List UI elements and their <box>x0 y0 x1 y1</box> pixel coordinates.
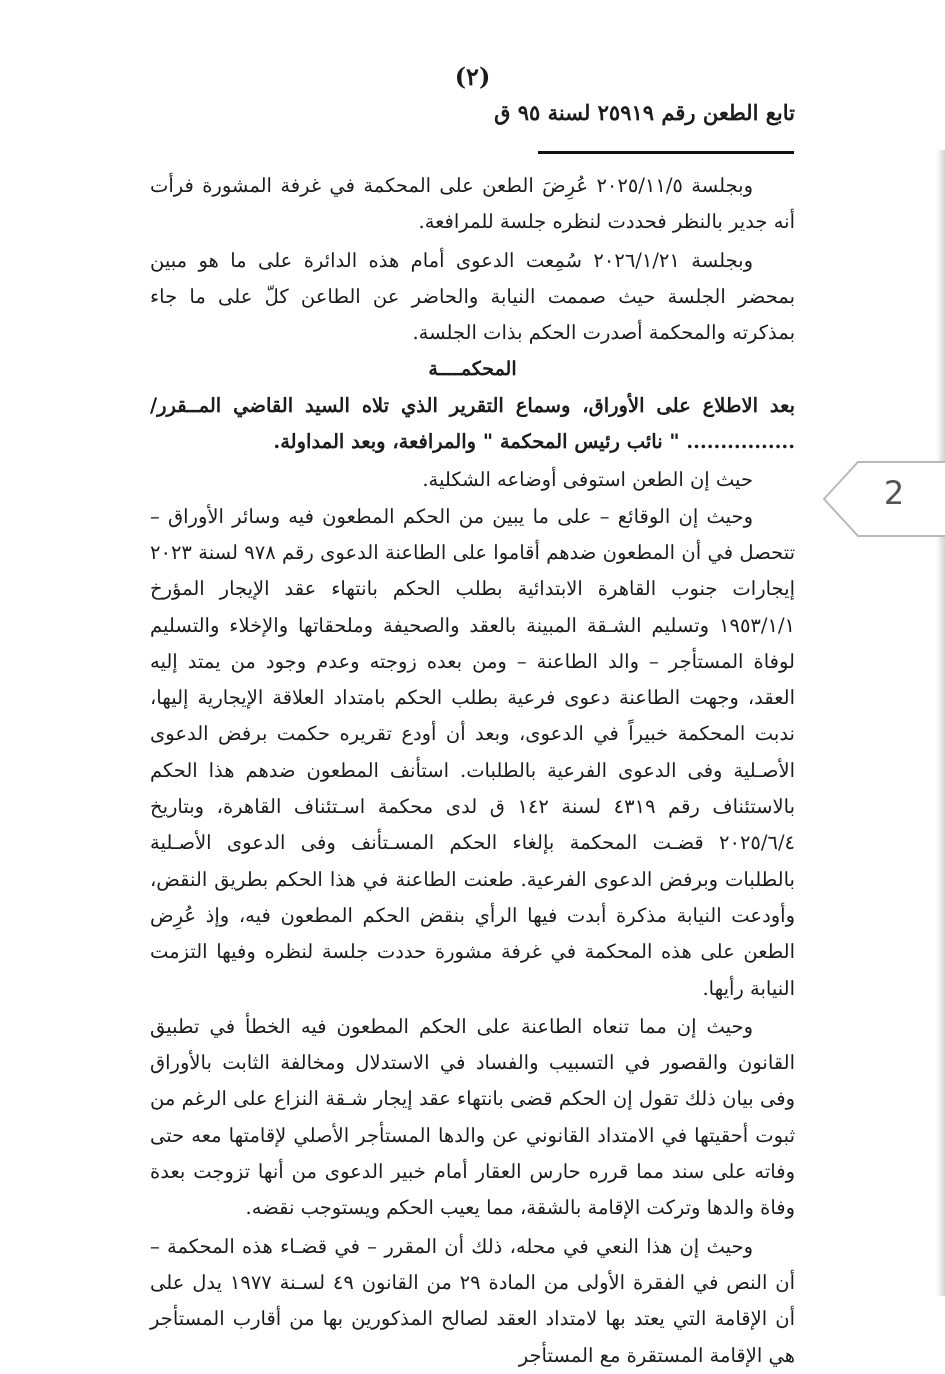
bookmark-tab-label: 2 <box>883 474 905 512</box>
paragraph-session-review: وبجلسة ٢٠٢٥/١١/٥ عُرِضَ الطعن على المحكمة في غرفة المشورة فرأت أنه جدير بالنظر فحددت لنظره جلسة للمرافعة. <box>150 174 795 234</box>
header-divider <box>538 151 794 154</box>
page-edge-shadow <box>936 150 945 1296</box>
case-reference: تابع الطعن رقم ٢٥٩١٩ لسنة ٩٥ ق <box>494 100 795 125</box>
paragraph-facts: وحيث إن الوقائع – على ما يبين من الحكم المطعون فيه وسائر الأوراق – تتحصل في أن المطعون ضدهم أقاموا على الطاعنة الدعوى رقم ٩٧٨ لسنة ٢٠٢٣ إيجارات جنوب القاهرة الابتدائية بطلب الحكم بانتهاء عقد الإيجار المؤرخ ١٩٥٣/١/١ وتسليم الشـقة المبينة بالعقد والصحيفة وملحقاتها والإخلاء والتسليم لوفاة المستأجر – والد الطاعنة – ومن بعده زوجته وعدم وجود من يمتد إليه العقد، وجهت الطاعنة دعوى فرعية بطلب الحكم بامتداد العلاقة الإيجارية إليها، ندبت المحكمة خبيراً في الدعوى، وبعد أن أودع تقريره حكمت برفض الدعوى الأصـلية وفى الدعوى الفرعية بالطلبات. استأنف المطعون ضدهم هذا الحكم بالاستئناف رقم ٤٣١٩ لسنة ١٤٢ ق لدى محكمة اسـتئناف القاهرة، وبتاريخ ٢٠٢٥/٦/٤ قضـت المحكمة بإلغاء الحكم المسـتأنف وفى الدعوى الأصـلية بالطلبات وبرفض الدعوى الفرعية. طعنت الطاعنة في هذا الحكم بطريق النقض، وأودعت النيابة مذكرة أبدت فيها الرأي بنقض الحكم المطعون فيه، وإذ عُرِض الطعن على هذه المحكمة في غرفة مشورة حددت جلسة لنظره وفيها التزمت النيابة رأيها. <box>150 504 796 1000</box>
paragraph-preamble: بعد الاطلاع على الأوراق، وسماع التقرير الذي تلاه السيد القاضي المــقرر/ ................ " نائب رئيس المحكمة " والمرافعة، وبعد المداولة. <box>150 393 795 454</box>
paragraph-session-hearing: وبجلسة ٢٠٢٦/١/٢١ سُمِعت الدعوى أمام هذه الدائرة على ما هو مبين بمحضر الجلسة حيث صممت النيابة والحاضر عن الطاعن كلّ على ما جاء بمذكرته والمحكمة أصدرت الحكم بذات الجلسة. <box>150 248 795 345</box>
section-heading-court: المحكمــــة <box>428 358 517 381</box>
document-body <box>150 168 795 1374</box>
paragraph-ruling: وحيث إن هذا النعي في محله، ذلك أن المقرر – في قضـاء هذه المحكمة – أن النص في الفقرة الأولى من المادة ٢٩ من القانون ٤٩ لسـنة ١٩٧٧ يدل على أن الإقامة التي يعتد بها لامتداد العقد لصالح المذكورين بها من أقارب المستأجر هي الإقامة المستقرة مع المستأجر <box>150 1234 795 1367</box>
paragraph-formal-requirements: حيث إن الطعن استوفى أوضاعه الشكلية. <box>422 468 753 492</box>
page-bookmark-tab[interactable] <box>822 460 945 538</box>
paragraph-grounds: وحيث إن مما تنعاه الطاعنة على الحكم المطعون فيه الخطأ في تطبيق القانون والقصور في التسبيب والفساد في الاستدلال ومخالفة الثابت بالأوراق وفى بيان ذلك تقول إن الحكم قضى بانتهاء عقد إيجار شـقة النزاع على الرغم من ثبوت أحقيتها في الامتداد القانوني عن والدها المستأجر الأصلي لإقامتها معه حتى وفاته على سند مما قرره حارس العقار أمام خبير الدعوى من أنها تزوجت بعدة وفاة والدها وتركت الإقامة بالشقة، مما يعيب الحكم ويستوجب نقضه. <box>150 1014 795 1220</box>
page-number: (٢) <box>454 62 491 91</box>
